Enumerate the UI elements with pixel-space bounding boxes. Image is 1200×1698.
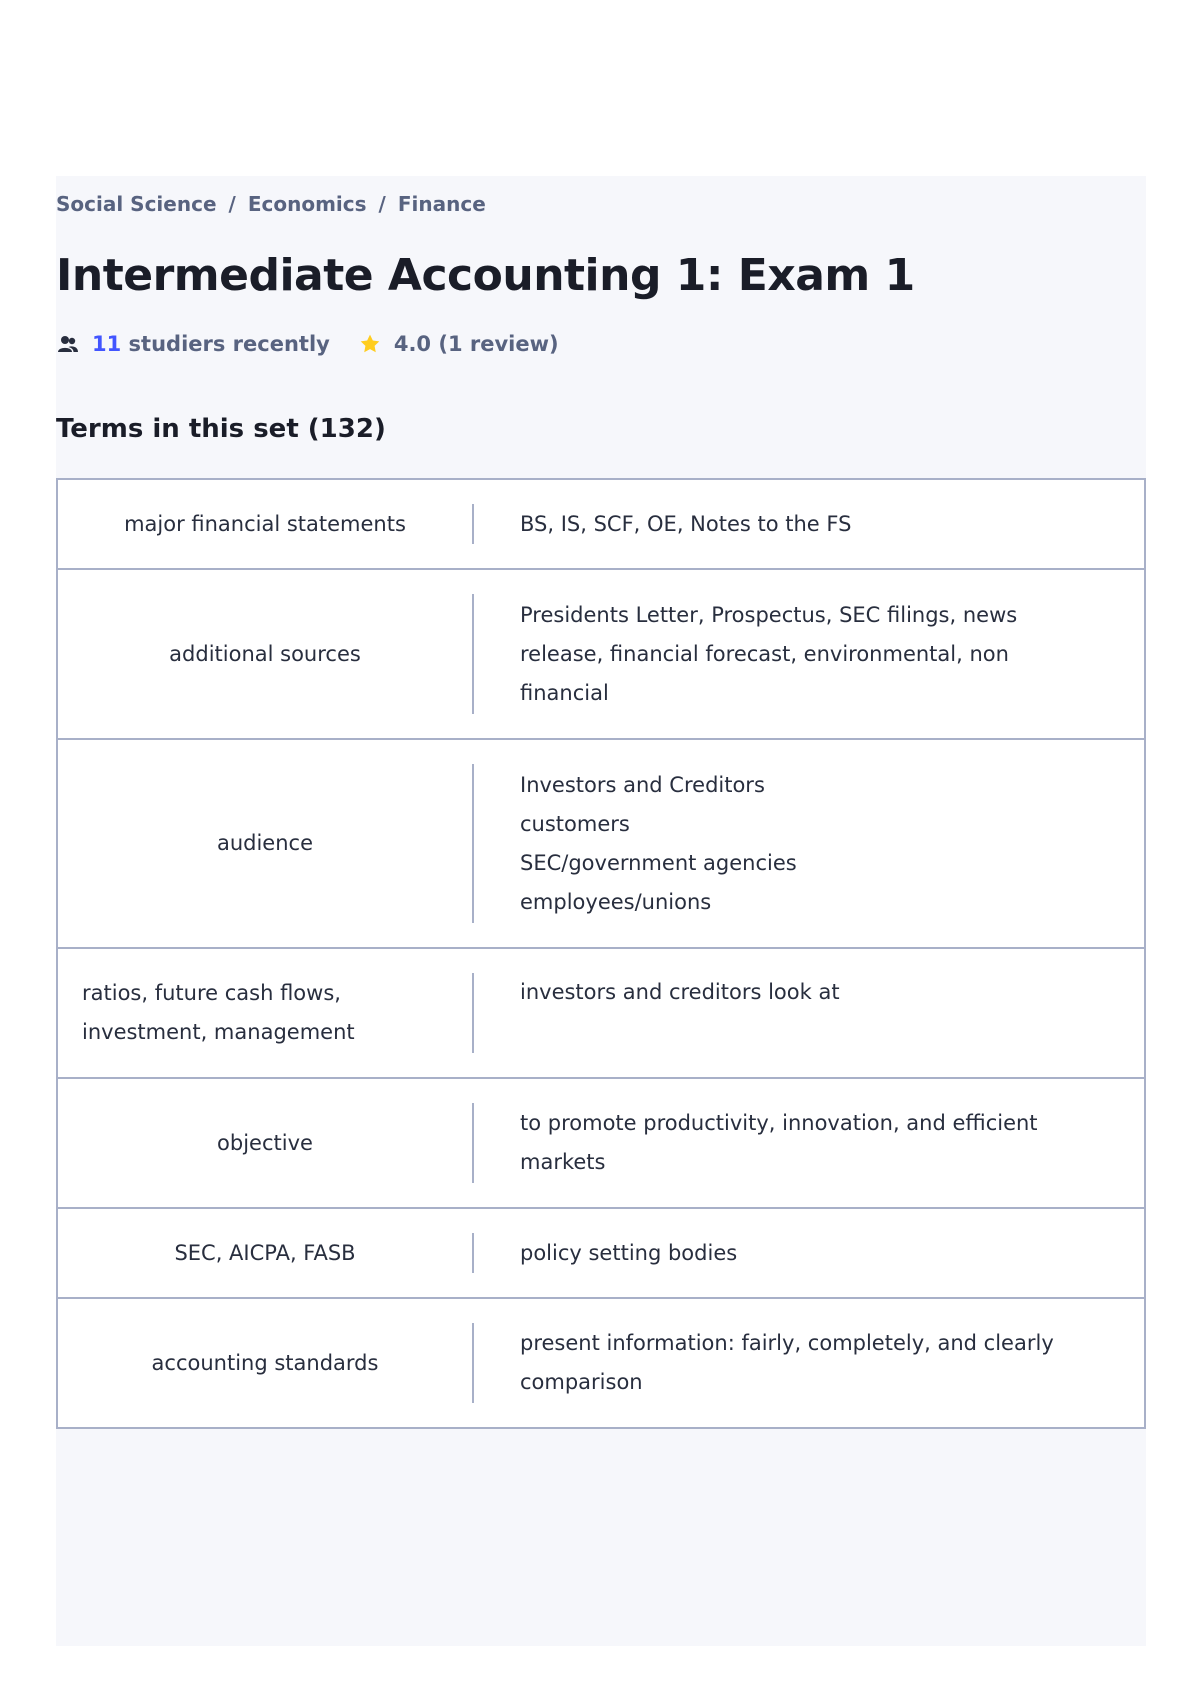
term-definition: Investors and Creditors customers SEC/government agencies employees/unions [520, 772, 797, 914]
breadcrumb-separator: / [378, 192, 386, 216]
term-row [56, 478, 1146, 570]
term-row [56, 1207, 1146, 1299]
term-definition: to promote productivity, innovation, and efficient markets [520, 1111, 1038, 1174]
term-row [56, 1077, 1146, 1209]
term-definition: Presidents Letter, Prospectus, SEC filings, news release, financial forecast, environmental, non financial [520, 602, 1018, 705]
set-panel [56, 176, 1146, 1646]
term-row [56, 568, 1146, 740]
term-row [56, 947, 1146, 1079]
term-word: additional sources [169, 641, 361, 666]
term-word: audience [216, 831, 314, 855]
term-word: accounting standards [151, 1350, 379, 1375]
users-icon [56, 332, 80, 356]
studiers-label [121, 332, 128, 356]
term-word: ratios, future cash flows, investment, management [82, 981, 355, 1044]
term-row [56, 1297, 1146, 1429]
breadcrumb-social-science[interactable]: Social Science [56, 192, 217, 216]
term-word: SEC, AICPA, FASB [174, 1240, 356, 1265]
breadcrumb-separator: / [228, 192, 236, 216]
page-title: Intermediate Accounting 1: Exam 1 [56, 250, 915, 301]
terms-list [56, 478, 1146, 1429]
star-icon [358, 332, 382, 356]
breadcrumb [56, 192, 486, 216]
term-word: major financial statements [124, 511, 406, 536]
studiers-count: 11 [92, 332, 122, 356]
rating-value: 4.0 (1 review) [393, 332, 559, 356]
term-row [56, 738, 1146, 949]
term-definition: policy setting bodies [520, 1240, 738, 1265]
studiers-stat [56, 332, 330, 356]
breadcrumb-finance[interactable]: Finance [397, 192, 486, 216]
studiers-label-text: studiers recently [128, 332, 330, 356]
term-definition: present information: fairly, completely, and clearly comparison [520, 1331, 1054, 1394]
term-definition: investors and creditors look at [520, 980, 840, 1004]
term-definition: BS, IS, SCF, OE, Notes to the FS [520, 511, 852, 536]
terms-heading: Terms in this set (132) [56, 414, 386, 444]
term-word: objective [217, 1130, 313, 1155]
breadcrumb-economics[interactable]: Economics [247, 192, 367, 216]
set-stats [56, 332, 559, 356]
rating-stat[interactable] [358, 332, 559, 356]
